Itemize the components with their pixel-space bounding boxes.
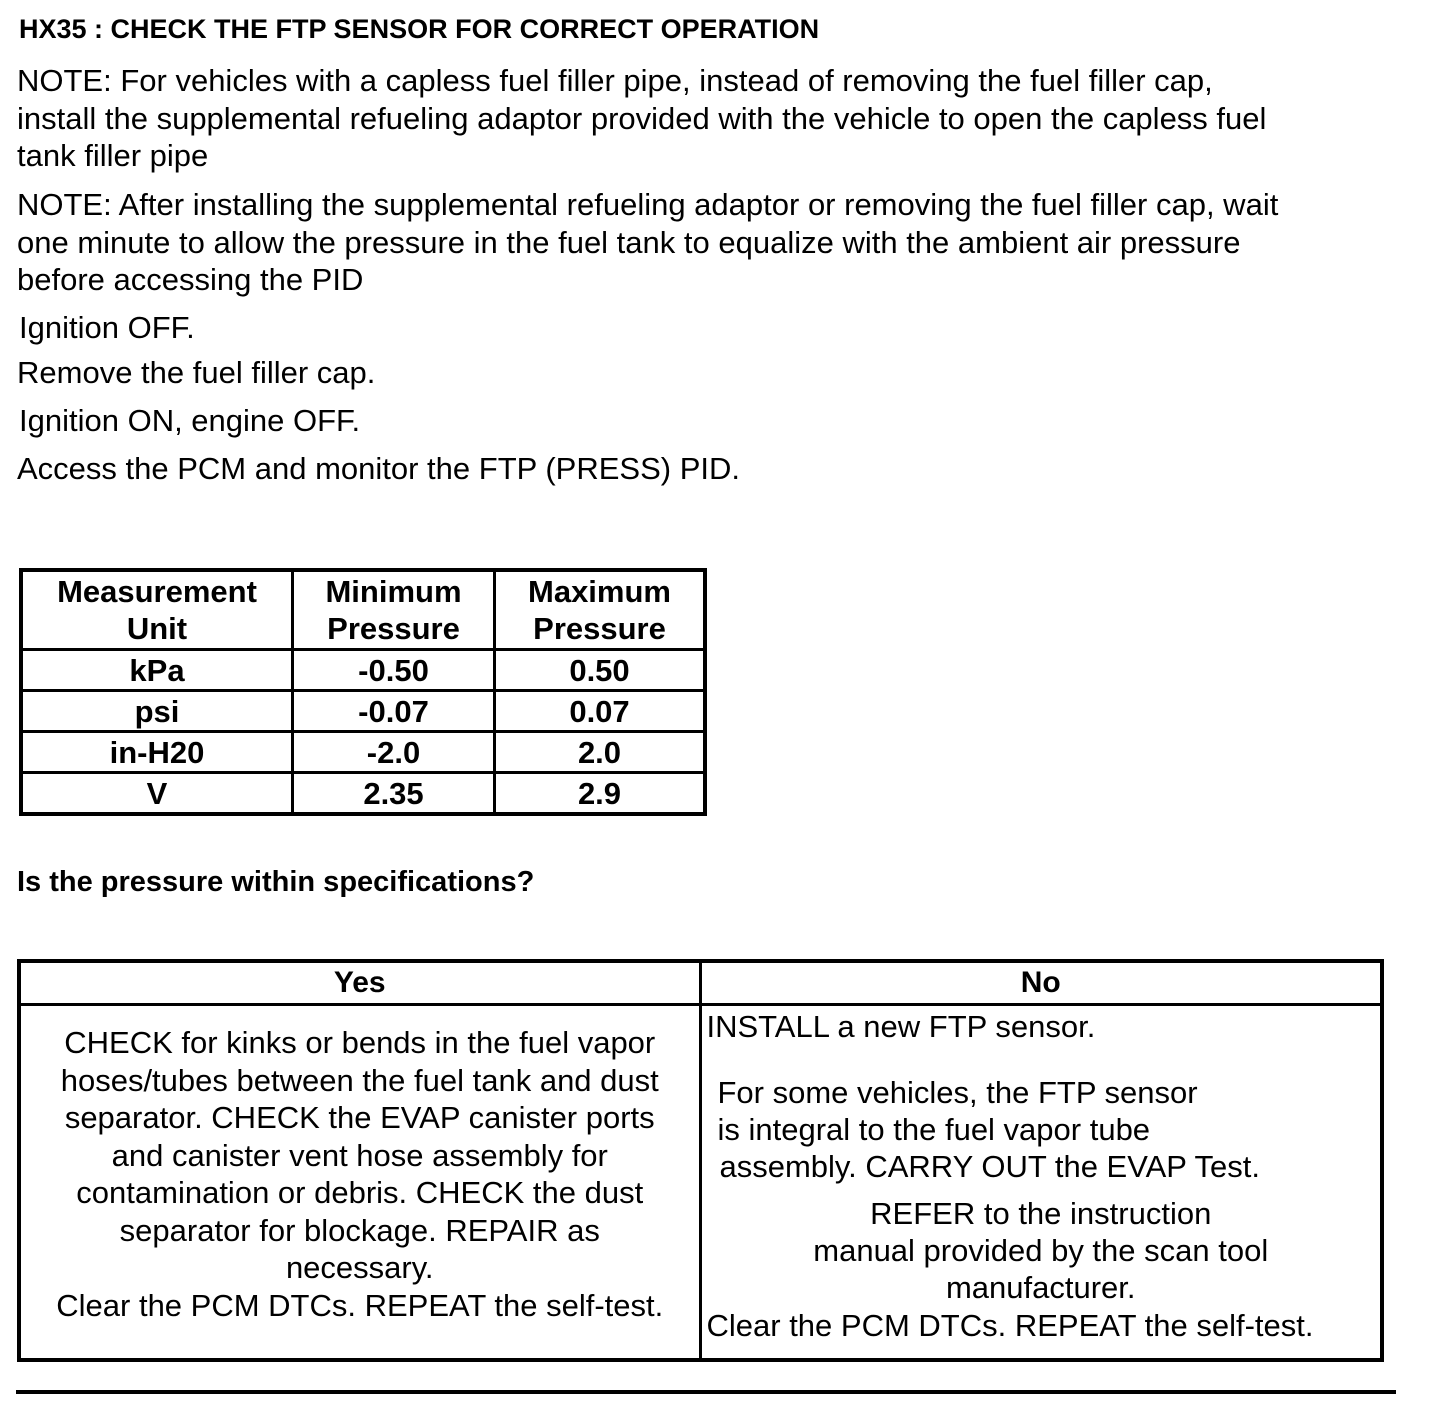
unit-cell: kPa — [21, 650, 293, 691]
note-wait — [17, 186, 1417, 299]
pressure-spec-table — [19, 568, 707, 816]
bottom-divider — [16, 1390, 1396, 1394]
yes-header: Yes — [19, 961, 700, 1005]
no-action-line: manufacturer. — [945, 1270, 1136, 1305]
no-action-line: assembly. CARRY OUT the EVAP Test. — [719, 1149, 1260, 1184]
unit-cell: in-H20 — [21, 732, 293, 773]
no-action-cell — [700, 1005, 1382, 1361]
yes-action-line: contamination or debris. CHECK the dust — [76, 1175, 644, 1210]
unit-cell: V — [21, 773, 293, 815]
yes-action-cell — [19, 1005, 700, 1361]
min-cell: -0.50 — [293, 650, 495, 691]
note-line: tank filler pipe — [17, 138, 209, 173]
no-action-line: is integral to the fuel vapor tube — [717, 1112, 1151, 1147]
yes-action-line: separator. CHECK the EVAP canister ports — [64, 1100, 655, 1135]
min-cell: -0.07 — [293, 691, 495, 732]
max-cell: 2.9 — [495, 773, 706, 815]
table-row — [21, 650, 705, 691]
max-cell: 0.07 — [495, 691, 706, 732]
step-access-pcm: Access the PCM and monitor the FTP (PRESS) PID. — [17, 451, 741, 486]
yes-action-line: hoses/tubes between the fuel tank and dust — [60, 1062, 659, 1098]
no-action-line: For some vehicles, the FTP sensor — [717, 1075, 1198, 1110]
header-measurement-unit: Measurement Unit — [21, 570, 293, 650]
result-header-row — [19, 961, 1382, 1005]
note-line: install the supplemental refueling adaptor provided with the vehicle to open the capless fuel — [17, 100, 1267, 136]
no-action-line: manual provided by the scan tool — [813, 1233, 1269, 1268]
no-header: No — [700, 961, 1382, 1005]
page-title: HX35 : CHECK THE FTP SENSOR FOR CORRECT OPERATION — [19, 14, 820, 44]
note-line: before accessing the PID — [17, 262, 364, 297]
spec-question: Is the pressure within specifications? — [17, 866, 535, 898]
max-cell: 0.50 — [495, 650, 706, 691]
step-ignition-on: Ignition ON, engine OFF. — [19, 403, 361, 438]
min-cell: -2.0 — [293, 732, 495, 773]
result-body-row — [19, 1005, 1382, 1361]
note-capless — [17, 62, 1417, 175]
unit-cell: psi — [21, 691, 293, 732]
yes-action-line: and canister vent hose assembly for — [111, 1137, 608, 1173]
note-line: one minute to allow the pressure in the fuel tank to equalize with the ambient air pressure — [17, 224, 1241, 260]
step-remove-cap: Remove the fuel filler cap. — [17, 355, 376, 390]
header-minimum-pressure: Minimum Pressure — [293, 570, 495, 650]
no-action-line: REFER to the instruction — [870, 1196, 1212, 1231]
note-line: NOTE: After installing the supplemental refueling adaptor or removing the fuel filler cap, wait — [17, 187, 1279, 222]
min-cell: 2.35 — [293, 773, 495, 815]
yes-action-line: necessary. — [285, 1250, 434, 1285]
table-row — [21, 773, 705, 815]
header-maximum-pressure: Maximum Pressure — [495, 570, 706, 650]
no-action-line: Clear the PCM DTCs. REPEAT the self-test. — [706, 1308, 1314, 1343]
step-ignition-off: Ignition OFF. — [19, 310, 195, 345]
yes-action-line: CHECK for kinks or bends in the fuel vapor — [64, 1025, 656, 1060]
table-header-row — [21, 570, 705, 650]
table-row — [21, 732, 705, 773]
note-line: NOTE: For vehicles with a capless fuel filler pipe, instead of removing the fuel filler cap, — [17, 63, 1213, 98]
no-action-line: INSTALL a new FTP sensor. — [706, 1009, 1096, 1044]
result-table — [17, 959, 1384, 1362]
table-row — [21, 691, 705, 732]
max-cell: 2.0 — [495, 732, 706, 773]
yes-action-line: separator for blockage. REPAIR as — [119, 1212, 600, 1248]
yes-action-line: Clear the PCM DTCs. REPEAT the self-test. — [56, 1287, 664, 1323]
